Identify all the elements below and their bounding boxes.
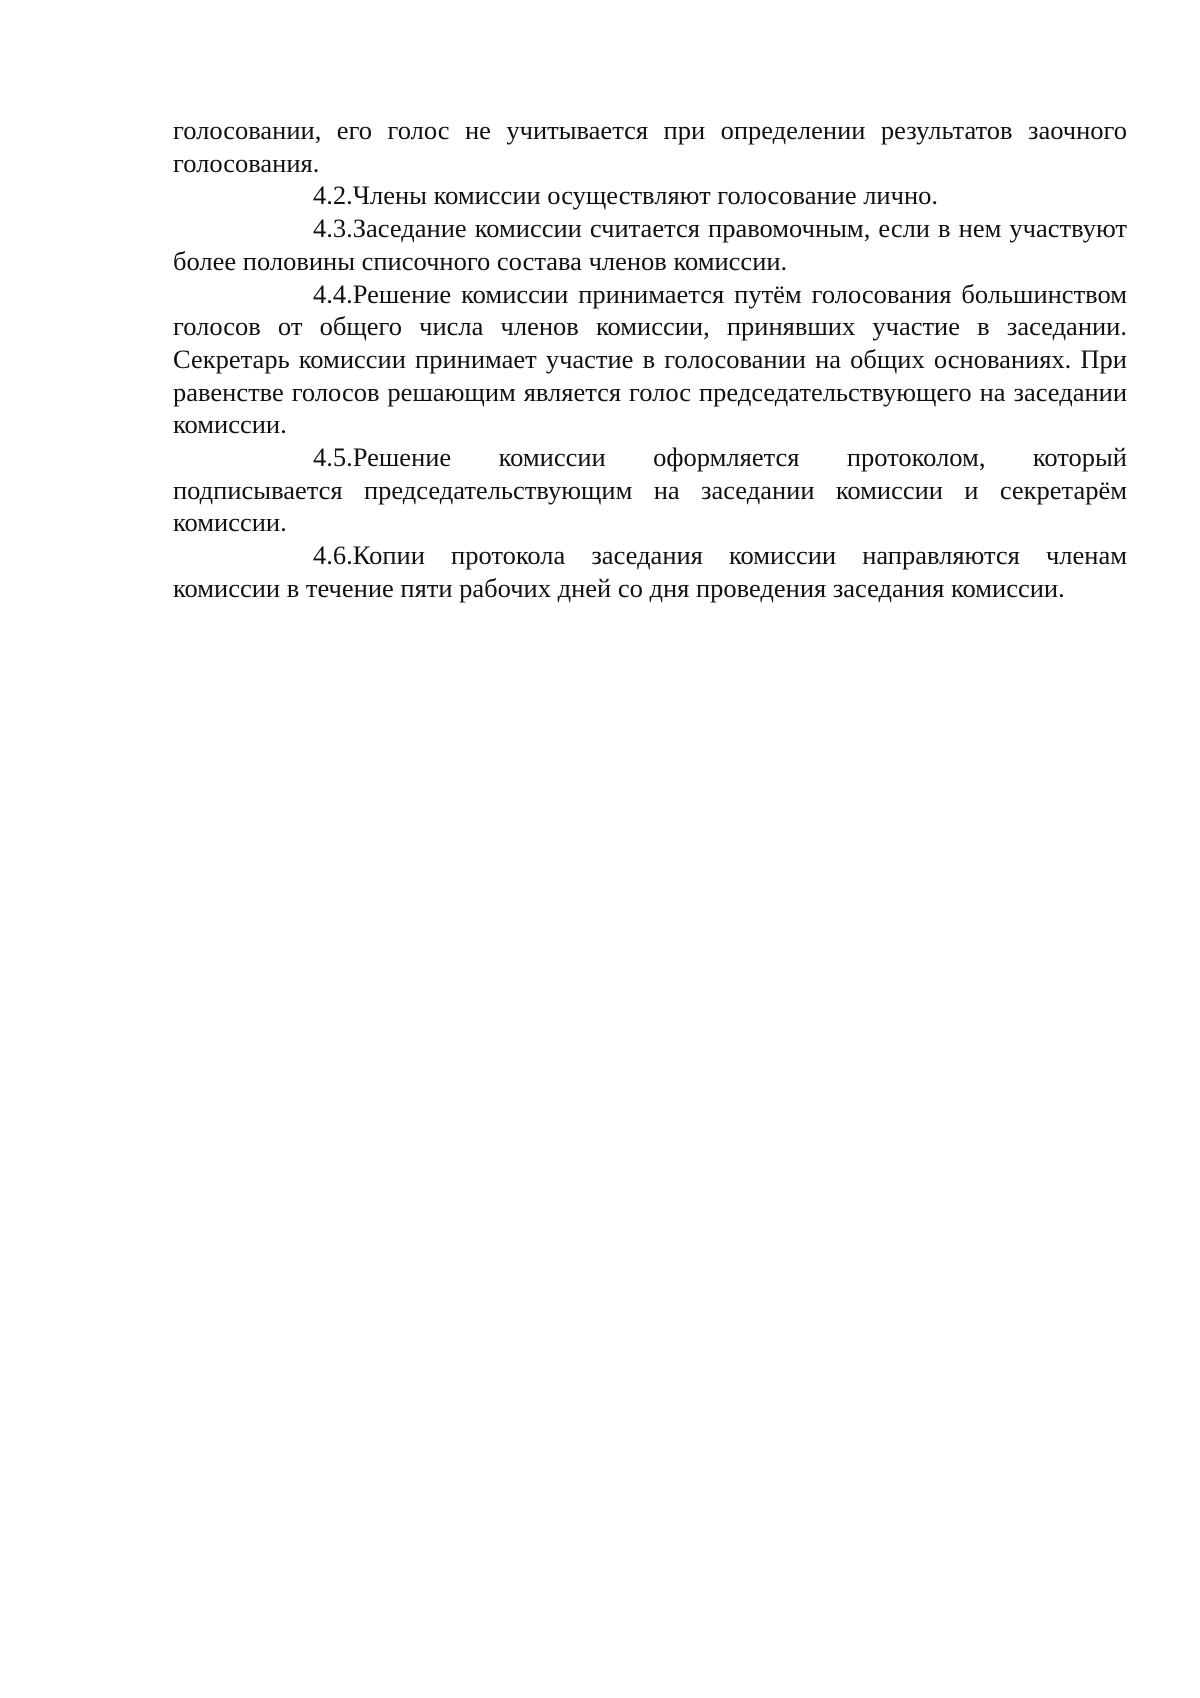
clause-text: Заседание комиссии считается правомочным, если в нем участвуют более половины списочного состава членов комиссии. xyxy=(173,213,1127,276)
clause-number: 4.3. xyxy=(313,213,353,244)
clause-4-4 xyxy=(173,278,1127,442)
clause-number: 4.6. xyxy=(313,540,353,571)
clause-4-5 xyxy=(173,441,1127,539)
clause-4-3 xyxy=(173,212,1127,277)
clause-4-6 xyxy=(173,539,1127,604)
clause-text: Решение комиссии оформляется протоколом, который подписывается председательствующим на заседании комиссии и секретарём комиссии. xyxy=(173,442,1127,538)
clause-text: Копии протокола заседания комиссии направляются членам комиссии в течение пяти рабочих дней со дня проведения заседания комиссии. xyxy=(173,540,1127,603)
document-body xyxy=(173,114,1127,605)
clause-text: Члены комиссии осуществляют голосование лично. xyxy=(352,180,939,211)
clause-number: 4.5. xyxy=(313,442,353,473)
clause-4-2 xyxy=(173,179,1127,212)
continuation-paragraph: голосовании, его голос не учитывается при определении результатов заочного голосования. xyxy=(173,115,1127,178)
clause-number: 4.2. xyxy=(313,180,353,211)
clause-text: Решение комиссии принимается путём голосования большинством голосов от общего числа членов комиссии, принявших участие в заседании. Секретарь комиссии принимает участие в голосовании на общих основаниях. При равенстве голосов решающим является голос председательствующего на заседании комиссии. xyxy=(173,278,1127,440)
clause-number: 4.4. xyxy=(313,278,353,309)
